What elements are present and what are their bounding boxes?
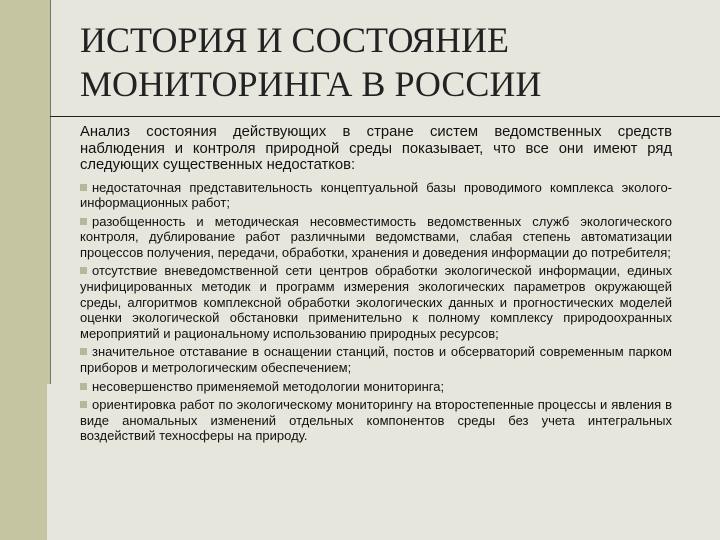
slide-title xyxy=(80,18,700,106)
list-item xyxy=(80,214,672,261)
list-item xyxy=(80,180,672,211)
square-bullet-icon xyxy=(80,383,87,390)
square-bullet-icon xyxy=(80,267,87,274)
shortcomings-list xyxy=(80,180,672,445)
list-item xyxy=(80,344,672,375)
list-item xyxy=(80,397,672,444)
list-item xyxy=(80,379,672,395)
square-bullet-icon xyxy=(80,401,87,408)
title-divider xyxy=(50,116,720,117)
square-bullet-icon xyxy=(80,184,87,191)
list-item-text: разобщенность и методическая несовместимость ведомственных служб экологического контроля, дублирование работ различными ведомствами, слабая степень автоматизации процессов получения, передачи, обработки, хранения и доведения информации до потребителя; xyxy=(80,213,672,260)
slide-content xyxy=(80,124,672,447)
slide-title-line-2: МОНИТОРИНГА В РОССИИ xyxy=(80,64,542,104)
square-bullet-icon xyxy=(80,348,87,355)
list-item-text: значительное отставание в оснащении станций, постов и обсерваторий современным парком приборов и метрологическим обеспечением; xyxy=(80,344,672,376)
slide-title-line-1: ИСТОРИЯ И СОСТОЯНИЕ xyxy=(80,20,509,60)
intro-paragraph: Анализ состояния действующих в стране систем ведомственных средств наблюдения и контроля природной среды показывает, что все они имеют ряд следующих существенных недостатков: xyxy=(80,124,672,173)
left-accent-bar xyxy=(0,0,47,540)
square-bullet-icon xyxy=(80,218,87,225)
list-item-text: отсутствие вневедомственной сети центров обработки экологической информации, единых унифицированных методик и программ измерения экологических параметров окружающей среды, алгоритмов комплексной обработки экологических данных и прогностических моделей оценки экологической обстановки применительно к полному комплексу природоохранных мероприятий и рациональному использованию природных ресурсов; xyxy=(80,263,672,341)
list-item xyxy=(80,263,672,341)
list-item-text: недостаточная представительность концептуальной базы проводимого комплекса эколого-информационных работ; xyxy=(80,179,672,211)
list-item-text: ориентировка работ по экологическому мониторингу на второстепенные процессы и явления в виде аномальных изменений отдельных компонентов среды без учета интегральных воздействий техносферы на природу. xyxy=(80,397,672,444)
left-accent-line xyxy=(50,0,51,384)
list-item-text: несовершенство применяемой методологии мониторинга; xyxy=(92,378,445,394)
